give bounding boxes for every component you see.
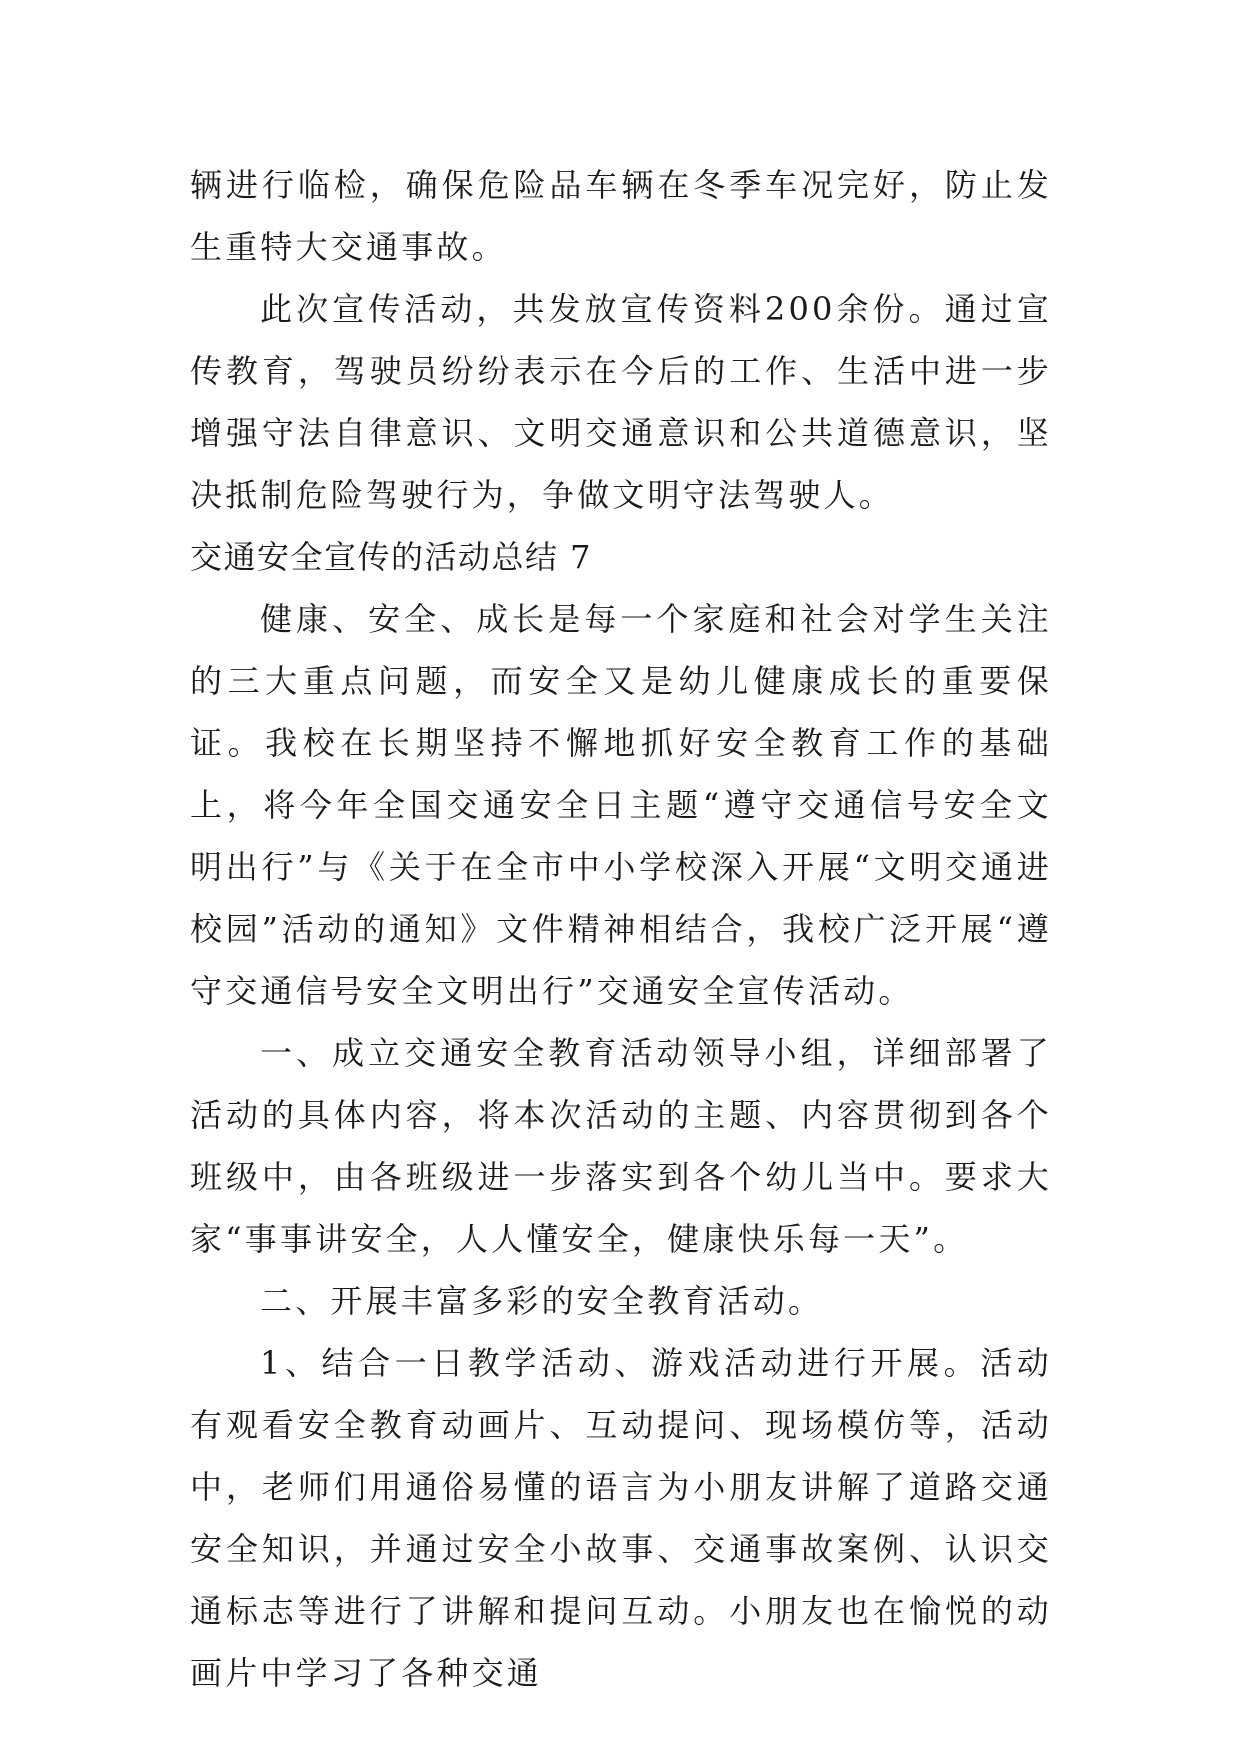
paragraph-point-two: 二、开展丰富多彩的安全教育活动。 bbox=[260, 1282, 824, 1320]
paragraph-intro: 健康、安全、成长是每一个家庭和社会对学生关注的三大重点问题，而安全又是幼儿健康成长的重要保证。我校在长期坚持不懈地抓好安全教育工作的基础上，将今年全国交通安全日主题“遵守交通信号安全文明出行”与《关于在全市中小学校深入开展“文明交通进校园”活动的通知》文件精神相结合，我校广泛开展“遵守交通信号安全文明出行”交通安全宣传活动。 bbox=[190, 600, 1052, 1010]
document-body bbox=[190, 154, 1052, 1704]
section-heading: 交通安全宣传的活动总结 7 bbox=[190, 538, 593, 576]
paragraph-item-one: 1、结合一日教学活动、游戏活动进行开展。活动有观看安全教育动画片、互动提问、现场模仿等，活动中，老师们用通俗易懂的语言为小朋友讲解了道路交通安全知识，并通过安全小故事、交通事故案例、认识交通标志等进行了讲解和提问互动。小朋友也在愉悦的动画片中学习了各种交通 bbox=[190, 1344, 1052, 1692]
paragraph-campaign-summary: 此次宣传活动，共发放宣传资料200余份。通过宣传教育，驾驶员纷纷表示在今后的工作、生活中进一步增强守法自律意识、文明交通意识和公共道德意识，坚决抵制危险驾驶行为，争做文明守法驾驶人。 bbox=[190, 290, 1052, 514]
paragraph-point-one: 一、成立交通安全教育活动领导小组，详细部署了活动的具体内容，将本次活动的主题、内容贯彻到各个班级中，由各班级进一步落实到各个幼儿当中。要求大家“事事讲安全，人人懂安全，健康快乐每一天”。 bbox=[190, 1034, 1052, 1258]
paragraph-continuation: 辆进行临检，确保危险品车辆在冬季车况完好，防止发生重特大交通事故。 bbox=[190, 166, 1052, 266]
